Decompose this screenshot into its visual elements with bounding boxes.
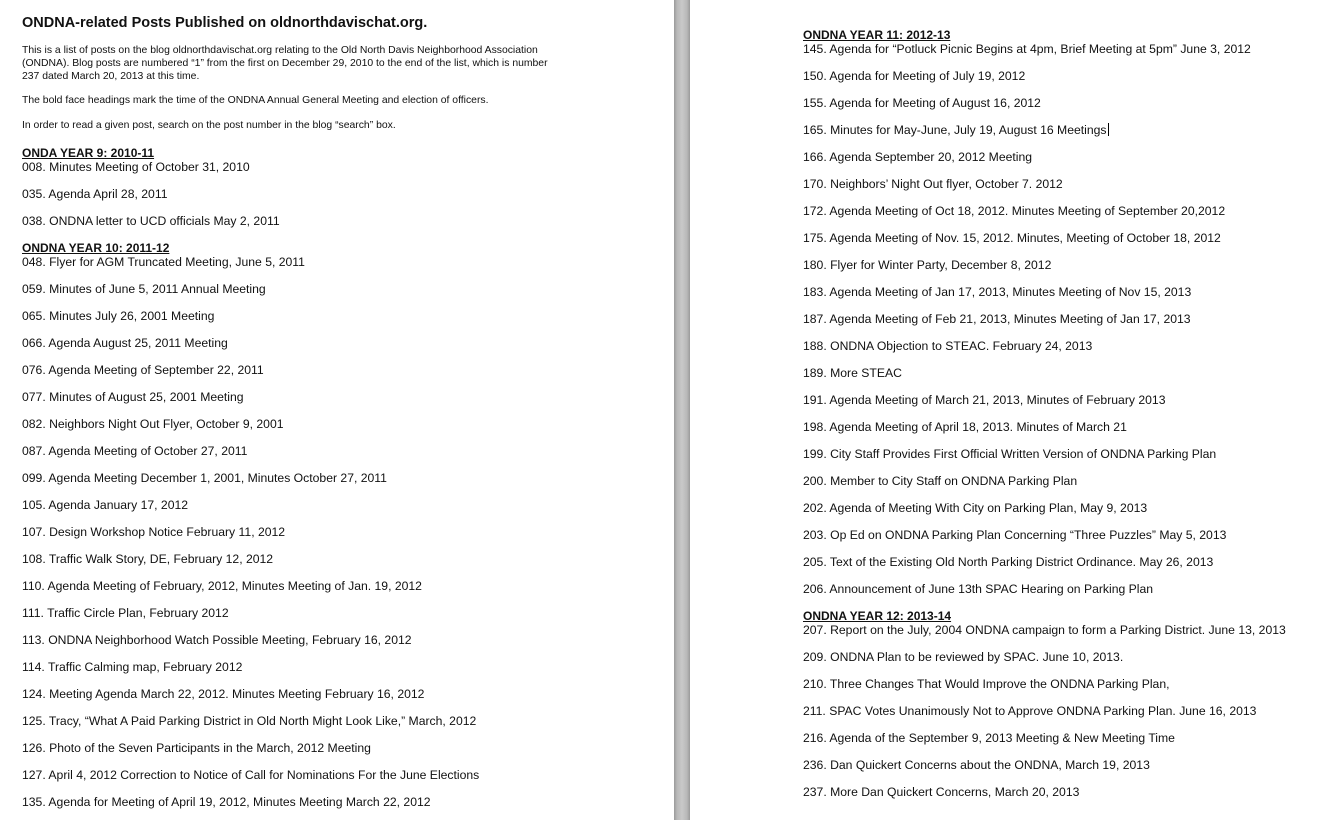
post-item: 126. Photo of the Seven Participants in the March, 2012 Meeting <box>22 740 371 755</box>
post-item: 113. ONDNA Neighborhood Watch Possible Meeting, February 16, 2012 <box>22 632 412 647</box>
post-item: 207. Report on the July, 2004 ONDNA campaign to form a Parking District. June 13, 2013 <box>803 623 1286 637</box>
post-item: 210. Three Changes That Would Improve the ONDNA Parking Plan, <box>803 677 1170 691</box>
post-item-editing[interactable] <box>803 123 1333 137</box>
intro-paragraph: This is a list of posts on the blog oldnorthdavischat.org relating to the Old North Davis Neighborhood Association (ONDNA). Blog posts are numbered “1” from the first on December 29, 2010 to the end of the list, which is number 237 dated March 20, 2013 at this time. <box>22 45 548 82</box>
post-item: 110. Agenda Meeting of February, 2012, Minutes Meeting of Jan. 19, 2012 <box>22 578 422 593</box>
post-item: 199. City Staff Provides First Official Written Version of ONDNA Parking Plan <box>803 447 1217 461</box>
post-item: 172. Agenda Meeting of Oct 18, 2012. Minutes Meeting of September 20,2012 <box>803 204 1226 218</box>
post-item: 108. Traffic Walk Story, DE, February 12, 2012 <box>22 551 274 566</box>
post-item: 035. Agenda April 28, 2011 <box>22 186 168 201</box>
post-item: 127. April 4, 2012 Correction to Notice of Call for Nominations For the June Elections <box>22 767 480 782</box>
post-item: 077. Minutes of August 25, 2001 Meeting <box>22 389 244 404</box>
post-item: 066. Agenda August 25, 2011 Meeting <box>22 335 228 350</box>
post-item: 105. Agenda January 17, 2012 <box>22 497 189 512</box>
post-item: 166. Agenda September 20, 2012 Meeting <box>803 150 1033 164</box>
document-page-right <box>690 0 1337 820</box>
post-item: 111. Traffic Circle Plan, February 2012 <box>22 605 229 620</box>
post-item: 155. Agenda for Meeting of August 16, 2012 <box>803 96 1041 110</box>
post-item: 187. Agenda Meeting of Feb 21, 2013, Minutes Meeting of Jan 17, 2013 <box>803 312 1191 326</box>
post-item: 188. ONDNA Objection to STEAC. February 24, 2013 <box>803 339 1093 353</box>
section-heading: ONDNA YEAR 10: 2011-12 <box>22 240 170 255</box>
section-heading: ONDA YEAR 9: 2010-11 <box>22 145 155 160</box>
post-item: 124. Meeting Agenda March 22, 2012. Minutes Meeting February 16, 2012 <box>22 686 425 701</box>
post-item: 236. Dan Quickert Concerns about the ONDNA, March 19, 2013 <box>803 758 1150 772</box>
post-item: 170. Neighbors’ Night Out flyer, October 7. 2012 <box>803 177 1063 191</box>
document-title: ONDNA-related Posts Published on oldnorthdavischat.org. <box>22 15 428 31</box>
post-item: 203. Op Ed on ONDNA Parking Plan Concerning “Three Puzzles” May 5, 2013 <box>803 528 1227 542</box>
post-item: 076. Agenda Meeting of September 22, 2011 <box>22 362 264 377</box>
post-item: 048. Flyer for AGM Truncated Meeting, June 5, 2011 <box>22 254 305 269</box>
intro-paragraph: The bold face headings mark the time of the ONDNA Annual General Meeting and election of officers. <box>22 95 489 107</box>
post-item: 183. Agenda Meeting of Jan 17, 2013, Minutes Meeting of Nov 15, 2013 <box>803 285 1192 299</box>
post-item: 200. Member to City Staff on ONDNA Parking Plan <box>803 474 1078 488</box>
post-item: 150. Agenda for Meeting of July 19, 2012 <box>803 69 1026 83</box>
text-cursor <box>1108 123 1109 136</box>
post-list <box>803 623 1333 799</box>
post-item: 180. Flyer for Winter Party, December 8, 2012 <box>803 258 1052 272</box>
post-item: 059. Minutes of June 5, 2011 Annual Meeting <box>22 281 266 296</box>
post-item: 099. Agenda Meeting December 1, 2001, Minutes October 27, 2011 <box>22 470 387 485</box>
post-item: 008. Minutes Meeting of October 31, 2010 <box>22 159 250 174</box>
post-item: 216. Agenda of the September 9, 2013 Meeting & New Meeting Time <box>803 731 1175 745</box>
page-right-content <box>803 28 1333 812</box>
post-item: 206. Announcement of June 13th SPAC Hearing on Parking Plan <box>803 582 1154 596</box>
post-item: 237. More Dan Quickert Concerns, March 20, 2013 <box>803 785 1080 799</box>
page-left-content <box>22 14 622 820</box>
post-item: 087. Agenda Meeting of October 27, 2011 <box>22 443 248 458</box>
post-item: 145. Agenda for “Potluck Picnic Begins at 4pm, Brief Meeting at 5pm” June 3, 2012 <box>803 42 1251 56</box>
section-heading: ONDNA YEAR 11: 2012-13 <box>803 28 951 42</box>
section-heading: ONDNA YEAR 12: 2013-14 <box>803 609 952 623</box>
page-gutter <box>674 0 690 820</box>
post-item: 202. Agenda of Meeting With City on Parking Plan, May 9, 2013 <box>803 501 1148 515</box>
post-item: 191. Agenda Meeting of March 21, 2013, Minutes of February 2013 <box>803 393 1166 407</box>
post-item: 189. More STEAC <box>803 366 902 380</box>
post-item: 038. ONDNA letter to UCD officials May 2, 2011 <box>22 213 280 228</box>
post-item: 198. Agenda Meeting of April 18, 2013. Minutes of March 21 <box>803 420 1127 434</box>
post-list <box>22 255 622 809</box>
intro-paragraph: In order to read a given post, search on the post number in the blog “search” box. <box>22 120 396 132</box>
post-item: 135. Agenda for Meeting of April 19, 2012, Minutes Meeting March 22, 2012 <box>22 794 431 809</box>
post-item: 205. Text of the Existing Old North Parking District Ordinance. May 26, 2013 <box>803 555 1214 569</box>
post-item: 114. Traffic Calming map, February 2012 <box>22 659 243 674</box>
post-list <box>22 160 622 228</box>
post-item: 175. Agenda Meeting of Nov. 15, 2012. Minutes, Meeting of October 18, 2012 <box>803 231 1221 245</box>
post-item: 107. Design Workshop Notice February 11, 2012 <box>22 524 286 539</box>
post-list <box>803 42 1333 596</box>
post-item: 082. Neighbors Night Out Flyer, October 9, 2001 <box>22 416 284 431</box>
post-item: 209. ONDNA Plan to be reviewed by SPAC. June 10, 2013. <box>803 650 1124 664</box>
post-item-text: 165. Minutes for May-June, July 19, August 16 Meetings <box>803 123 1107 137</box>
post-item: 211. SPAC Votes Unanimously Not to Approve ONDNA Parking Plan. June 16, 2013 <box>803 704 1257 718</box>
post-item: 065. Minutes July 26, 2001 Meeting <box>22 308 215 323</box>
post-item: 125. Tracy, “What A Paid Parking District in Old North Might Look Like,” March, 2012 <box>22 713 477 728</box>
